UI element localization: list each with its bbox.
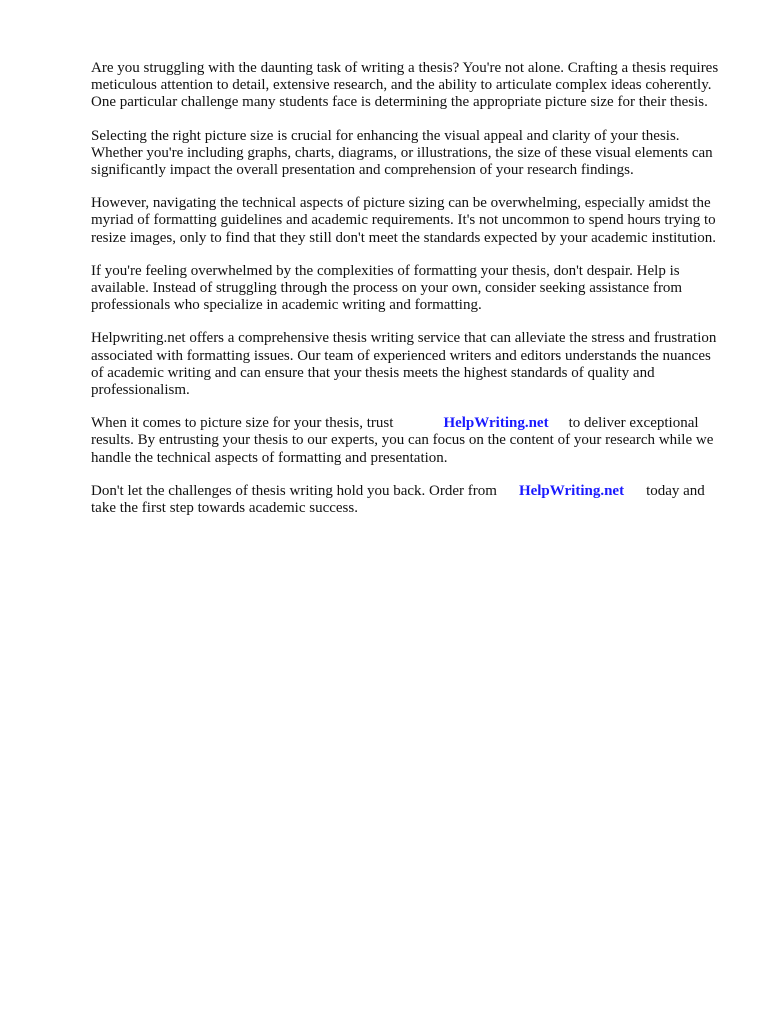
paragraph-trust-text-after: to deliver exceptional results. By entrusting your thesis to our experts, you can focus on the content of your research while we handle the technical aspects of formatting and presentation. — [91, 415, 714, 466]
paragraph-order-text-after: today and take the first step towards academic success. — [91, 482, 705, 517]
paragraph-order-text-before: Don't let the challenges of thesis writing hold you back. Order from — [91, 482, 497, 499]
paragraph-order — [91, 483, 723, 517]
helpwriting-order-link[interactable]: HelpWriting.net — [518, 482, 625, 499]
paragraph-trust — [91, 415, 723, 467]
paragraph-service-offer: Helpwriting.net offers a comprehensive thesis writing service that can alleviate the stress and frustration associated with formatting issues. Our team of experienced writers and editors understands the nuances of academic writing and can ensure that your thesis meets the highest standards of quality and professionalism. — [91, 330, 717, 399]
paragraph-technical-aspects: However, navigating the technical aspects of picture sizing can be overwhelming, especially amidst the myriad of formatting guidelines and academic requirements. It's not uncommon to spend hours trying to resize images, only to find that they still don't meet the standards expected by your academic institution. — [91, 195, 717, 246]
helpwriting-link[interactable]: HelpWriting.net — [443, 415, 549, 432]
paragraph-help-available: If you're feeling overwhelmed by the complexities of formatting your thesis, don't despair. Help is available. Instead of struggling through the process on your own, consider seeking assistance from professionals who specialize in academic writing and formatting. — [91, 262, 683, 314]
paragraph-picture-size: Selecting the right picture size is crucial for enhancing the visual appeal and clarity of your thesis. Whether you're including graphs, charts, diagrams, or illustrations, the size of these visual elements can significantly impact the overall presentation and comprehension of your research findings. — [91, 127, 713, 179]
paragraph-intro: Are you struggling with the daunting task of writing a thesis? You're not alone. Crafting a thesis requires meticulous attention to detail, extensive research, and the ability to articulate complex ideas coherently. One particular challenge many students face is determining the appropriate picture size for their thesis. — [91, 60, 719, 111]
document-body — [91, 60, 723, 533]
paragraph-trust-text-before: When it comes to picture size for your thesis, trust — [91, 415, 394, 432]
